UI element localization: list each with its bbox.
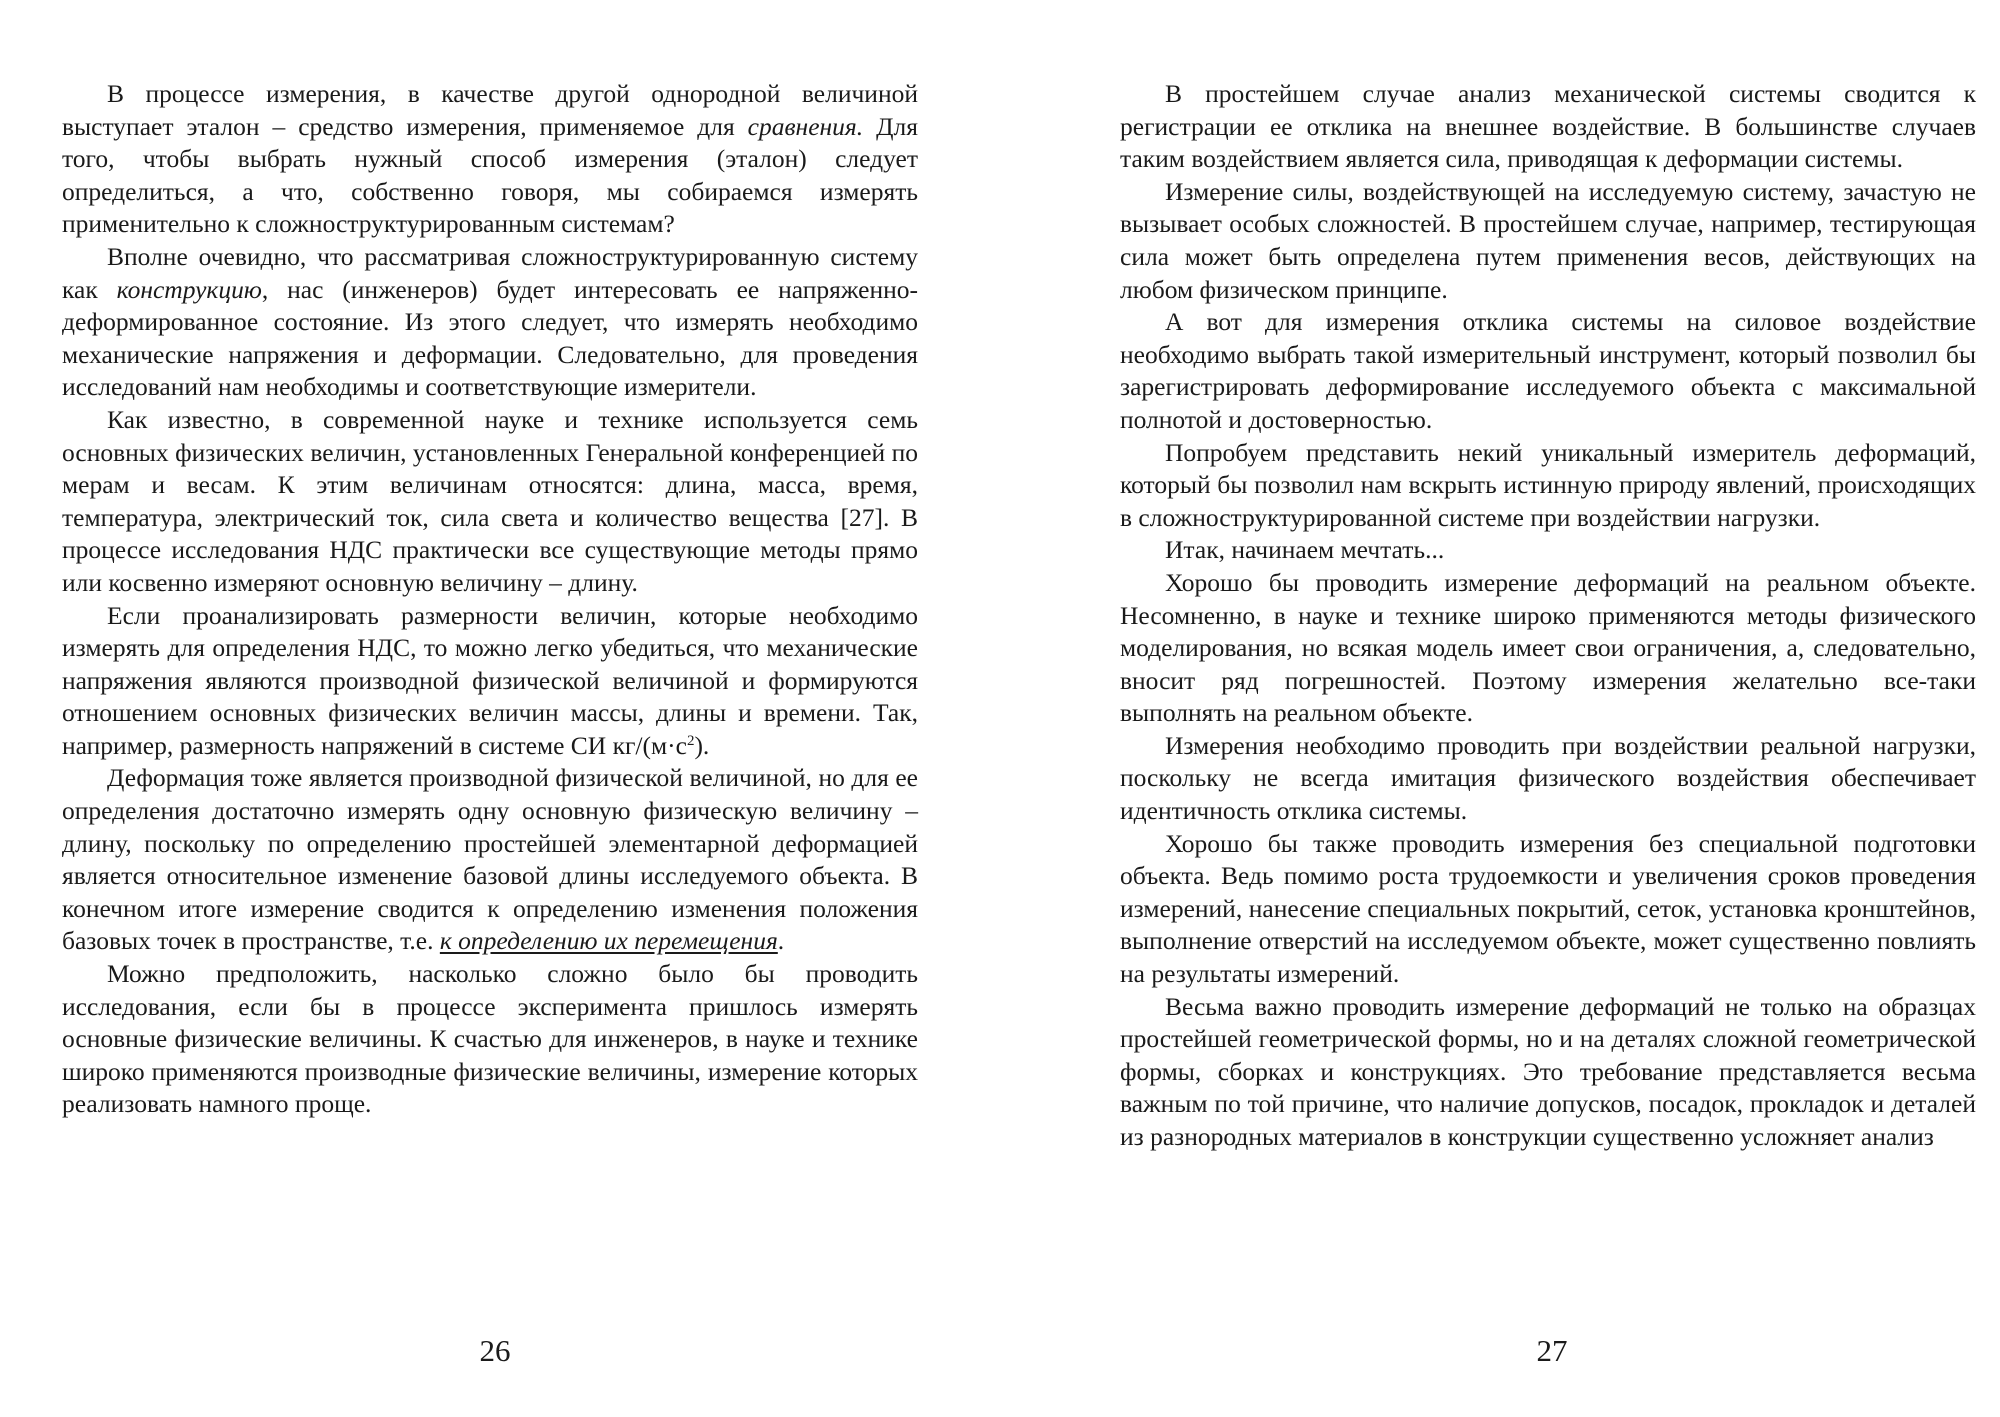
text-run: В процессе измерения, в качестве другой однородной величиной выступает эталон – средство измерения, применяемое для xyxy=(62,79,918,141)
text-run: В простейшем случае анализ механической системы сводится к регистрации ее отклика на внешнее воздействие. В большинстве случаев таким воздействием является сила, приводящая к деформации системы. xyxy=(1120,79,1976,174)
paragraph xyxy=(1120,730,1976,828)
text-run: Хорошо бы также проводить измерения без специальной подготовки объекта. Ведь помимо роста трудоемкости и увеличения сроков проведения измерений, нанесение специальных покрытий, сеток, установка кронштейнов, выполнение отверстий на исследуемом объекте, может существенно повлиять на результаты измерений. xyxy=(1120,828,1976,989)
text-run: Хорошо бы проводить измерение деформаций на реальном объекте. Несомненно, в науке и технике широко применяются методы физического моделирования, но всякая модель имеет свои ограничения, а, следовательно, вносит ряд погрешностей. Поэтому измерения желательно все-таки выполнять на реальном объекте. xyxy=(1120,567,1976,728)
emphasis-text: конструкцию xyxy=(116,274,262,304)
text-run: Для того, чтобы выбрать нужный способ измерения (эталон) следует определиться, а что, собственно говоря, мы собираемся измерять применительно к сложноструктурированным системам? xyxy=(62,111,918,239)
underlined-emphasis xyxy=(440,926,778,955)
text-run: Как известно, в современной науке и технике используется семь основных физических величин, установленных Генеральной конференцией по мерам и весам. К этим величинам относятся: длина, масса, время, температура, электрический ток, сила света и количество вещества [27]. В процессе исследования НДС практически все существующие методы прямо или косвенно измеряют основную величину – длину. xyxy=(62,404,918,597)
paragraph xyxy=(62,762,918,958)
paragraph xyxy=(62,404,918,600)
paragraph xyxy=(1120,306,1976,436)
text-run: Весьма важно проводить измерение деформаций не только на образцах простейшей геометрической формы, но и на деталях сложной геометрической формы, сборках и конструкциях. Это требование представляется весьма важным по той причине, что наличие допусков, посадок, прокладок и деталей из разнородных материалов в конструкции существенно усложняет анализ xyxy=(1120,991,1976,1151)
paragraph xyxy=(1120,176,1976,306)
paragraph xyxy=(1120,534,1976,567)
paragraph xyxy=(62,600,918,763)
paragraph xyxy=(62,241,918,404)
text-run: Измерения необходимо проводить при воздействии реальной нагрузки, поскольку не всегда имитация физического воздействия обеспечивает идентичность отклика системы. xyxy=(1120,730,1976,826)
text-run: Вполне очевидно, что рассматривая сложноструктурированную систему как xyxy=(62,241,918,304)
text-run: Можно предположить, насколько сложно было бы проводить исследования, если бы в процессе эксперимента пришлось измерять основные физические величины. К счастью для инженеров, в науке и технике широко применяются производные физические величины, измерение которых реализовать намного проще. xyxy=(62,959,918,1119)
paragraph xyxy=(1120,991,1976,1154)
text-run: ). xyxy=(694,730,710,760)
text-run: А вот для измерения отклика системы на силовое воздействие необходимо выбрать такой измерительный инструмент, который позволил бы зарегистрировать деформирование исследуемого объекта с максимальной полнотой и достоверностью. xyxy=(1120,307,1976,434)
text-run: . xyxy=(777,926,785,956)
text-run: Деформация тоже является производной физической величиной, но для ее определения достаточно измерять одну основную физическую величину – длину, поскольку по определению простейшей элементарной деформацией является относительное изменение базовой длины исследуемого объекта. В конечном итоге измерение сводится к определению изменения положения базовых точек в пространстве, т.е. xyxy=(62,763,918,956)
emphasis-text: сравнения. xyxy=(747,111,864,141)
left-page xyxy=(62,78,918,1121)
text-run: Измерение силы, воздействующей на исследуемую систему, зачастую не вызывает особых сложностей. В простейшем случае, например, тестирующая сила может быть определена путем применения весов, действующих на любом физическом принципе. xyxy=(1120,176,1976,304)
text-run: , нас (инженеров) будет интересовать ее напряженно-деформированное состояние. Из этого следует, что измерять необходимо механические напряжения и деформации. Следовательно, для проведения исследований нам необходимы и соответствующие измерители. xyxy=(62,274,918,402)
paragraph xyxy=(1120,437,1976,535)
paragraph xyxy=(1120,78,1976,176)
page-number: 27 xyxy=(1536,1333,1568,1368)
paragraph xyxy=(62,78,918,241)
text-run: Попробуем представить некий уникальный измеритель деформаций, который бы позволил нам вскрыть истинную природу явлений, происходящих в сложноструктурированной системе при воздействии нагрузки. xyxy=(1120,437,1976,532)
underlined-emphasis-text: к определению их перемещения xyxy=(439,926,778,956)
text-run: Если проанализировать размерности величин, которые необходимо измерять для определения НДС, то можно легко убедиться, что механические напряжения являются производной физической величиной и формируются отношением основных физических величин массы, длины и времени. Так, например, размерность напряжений в системе СИ кг/(м·с xyxy=(62,600,918,760)
paragraph xyxy=(1120,828,1976,991)
page-number: 26 xyxy=(479,1333,511,1368)
text-run: Итак, начинаем мечтать... xyxy=(1165,535,1445,565)
right-page xyxy=(1120,78,1976,1154)
paragraph xyxy=(1120,567,1976,730)
paragraph xyxy=(62,958,918,1121)
superscript: 2 xyxy=(686,732,695,749)
